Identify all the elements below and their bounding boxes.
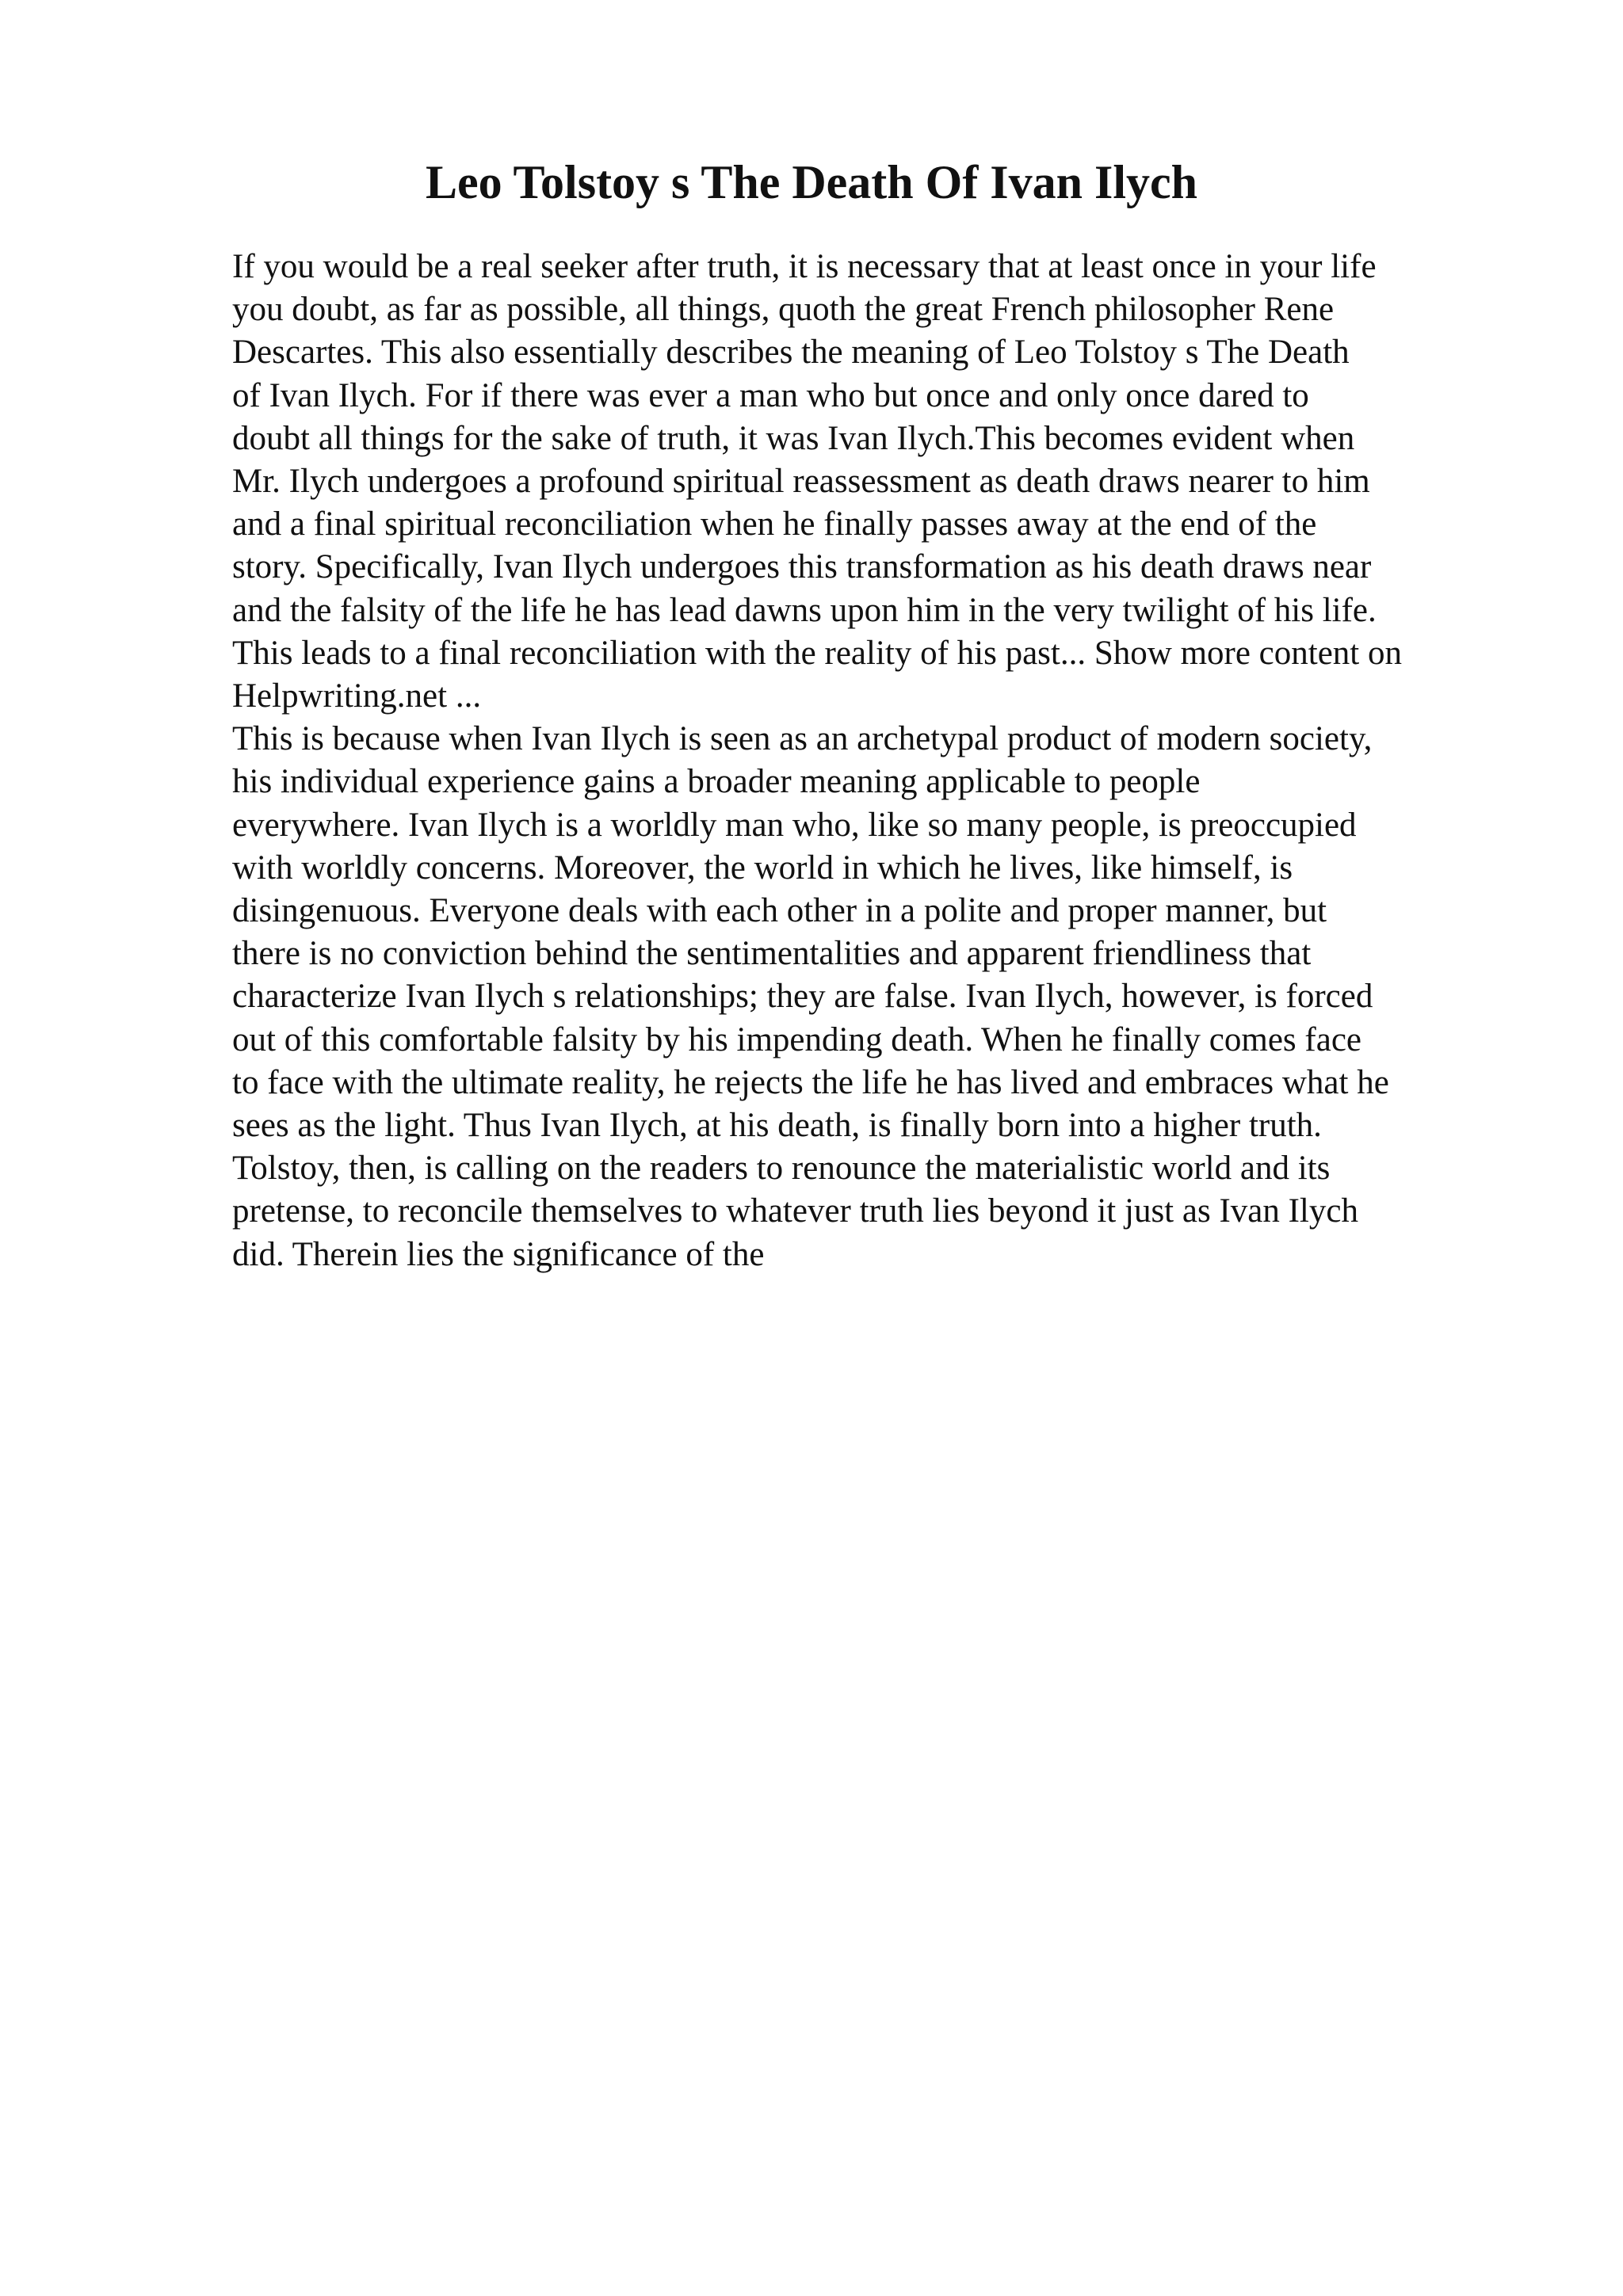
body-line: sees as the light. Thus Ivan Ilych, at his death, is finally born into a higher truth.	[232, 1107, 1322, 1145]
body-line: and the falsity of the life he has lead dawns upon him in the very twilight of his life.	[232, 591, 1377, 629]
body-line: his individual experience gains a broader meaning applicable to people	[232, 763, 1201, 801]
body-line: to face with the ultimate reality, he rejects the life he has lived and embraces what he	[232, 1063, 1389, 1101]
body-line: pretense, to reconcile themselves to whatever truth lies beyond it just as Ivan Ilych	[232, 1192, 1358, 1230]
body-line: doubt all things for the sake of truth, it was Ivan Ilych.This becomes evident when	[232, 419, 1355, 457]
body-line: Mr. Ilych undergoes a profound spiritual reassessment as death draws nearer to him	[232, 463, 1370, 501]
body-line: story. Specifically, Ivan Ilych undergoes this transformation as his death draws near	[232, 548, 1372, 586]
body-line: Descartes. This also essentially describes the meaning of Leo Tolstoy s The Death	[232, 334, 1350, 372]
document-body	[232, 246, 1516, 1276]
body-line: Tolstoy, then, is calling on the readers to renounce the materialistic world and its	[232, 1150, 1331, 1188]
body-line: Helpwriting.net ...	[232, 677, 482, 715]
body-line: and a final spiritual reconciliation when he finally passes away at the end of the	[232, 505, 1317, 543]
body-line: This is because when Ivan Ilych is seen as an archetypal product of modern society,	[232, 720, 1373, 758]
body-line: This leads to a final reconciliation with the reality of his past... Show more content on	[232, 634, 1402, 672]
body-line: characterize Ivan Ilych s relationships; they are false. Ivan Ilych, however, is forced	[232, 978, 1373, 1016]
body-line: out of this comfortable falsity by his impending death. When he finally comes face	[232, 1020, 1361, 1058]
body-line: of Ivan Ilych. For if there was ever a man who but once and only once dared to	[232, 376, 1309, 414]
body-line: you doubt, as far as possible, all things, quoth the great French philosopher Rene	[232, 291, 1335, 329]
body-line: disingenuous. Everyone deals with each other in a polite and proper manner, but	[232, 892, 1327, 930]
body-line: If you would be a real seeker after truth, it is necessary that at least once in your life	[232, 248, 1377, 285]
body-line: there is no conviction behind the sentimentalities and apparent friendliness that	[232, 935, 1312, 973]
body-line: did. Therein lies the significance of the	[232, 1235, 765, 1273]
document-title: Leo Tolstoy s The Death Of Ivan Ilych	[425, 156, 1198, 208]
body-line: with worldly concerns. Moreover, the world in which he lives, like himself, is	[232, 849, 1293, 887]
body-line: everywhere. Ivan Ilych is a worldly man who, like so many people, is preoccupied	[232, 806, 1357, 844]
